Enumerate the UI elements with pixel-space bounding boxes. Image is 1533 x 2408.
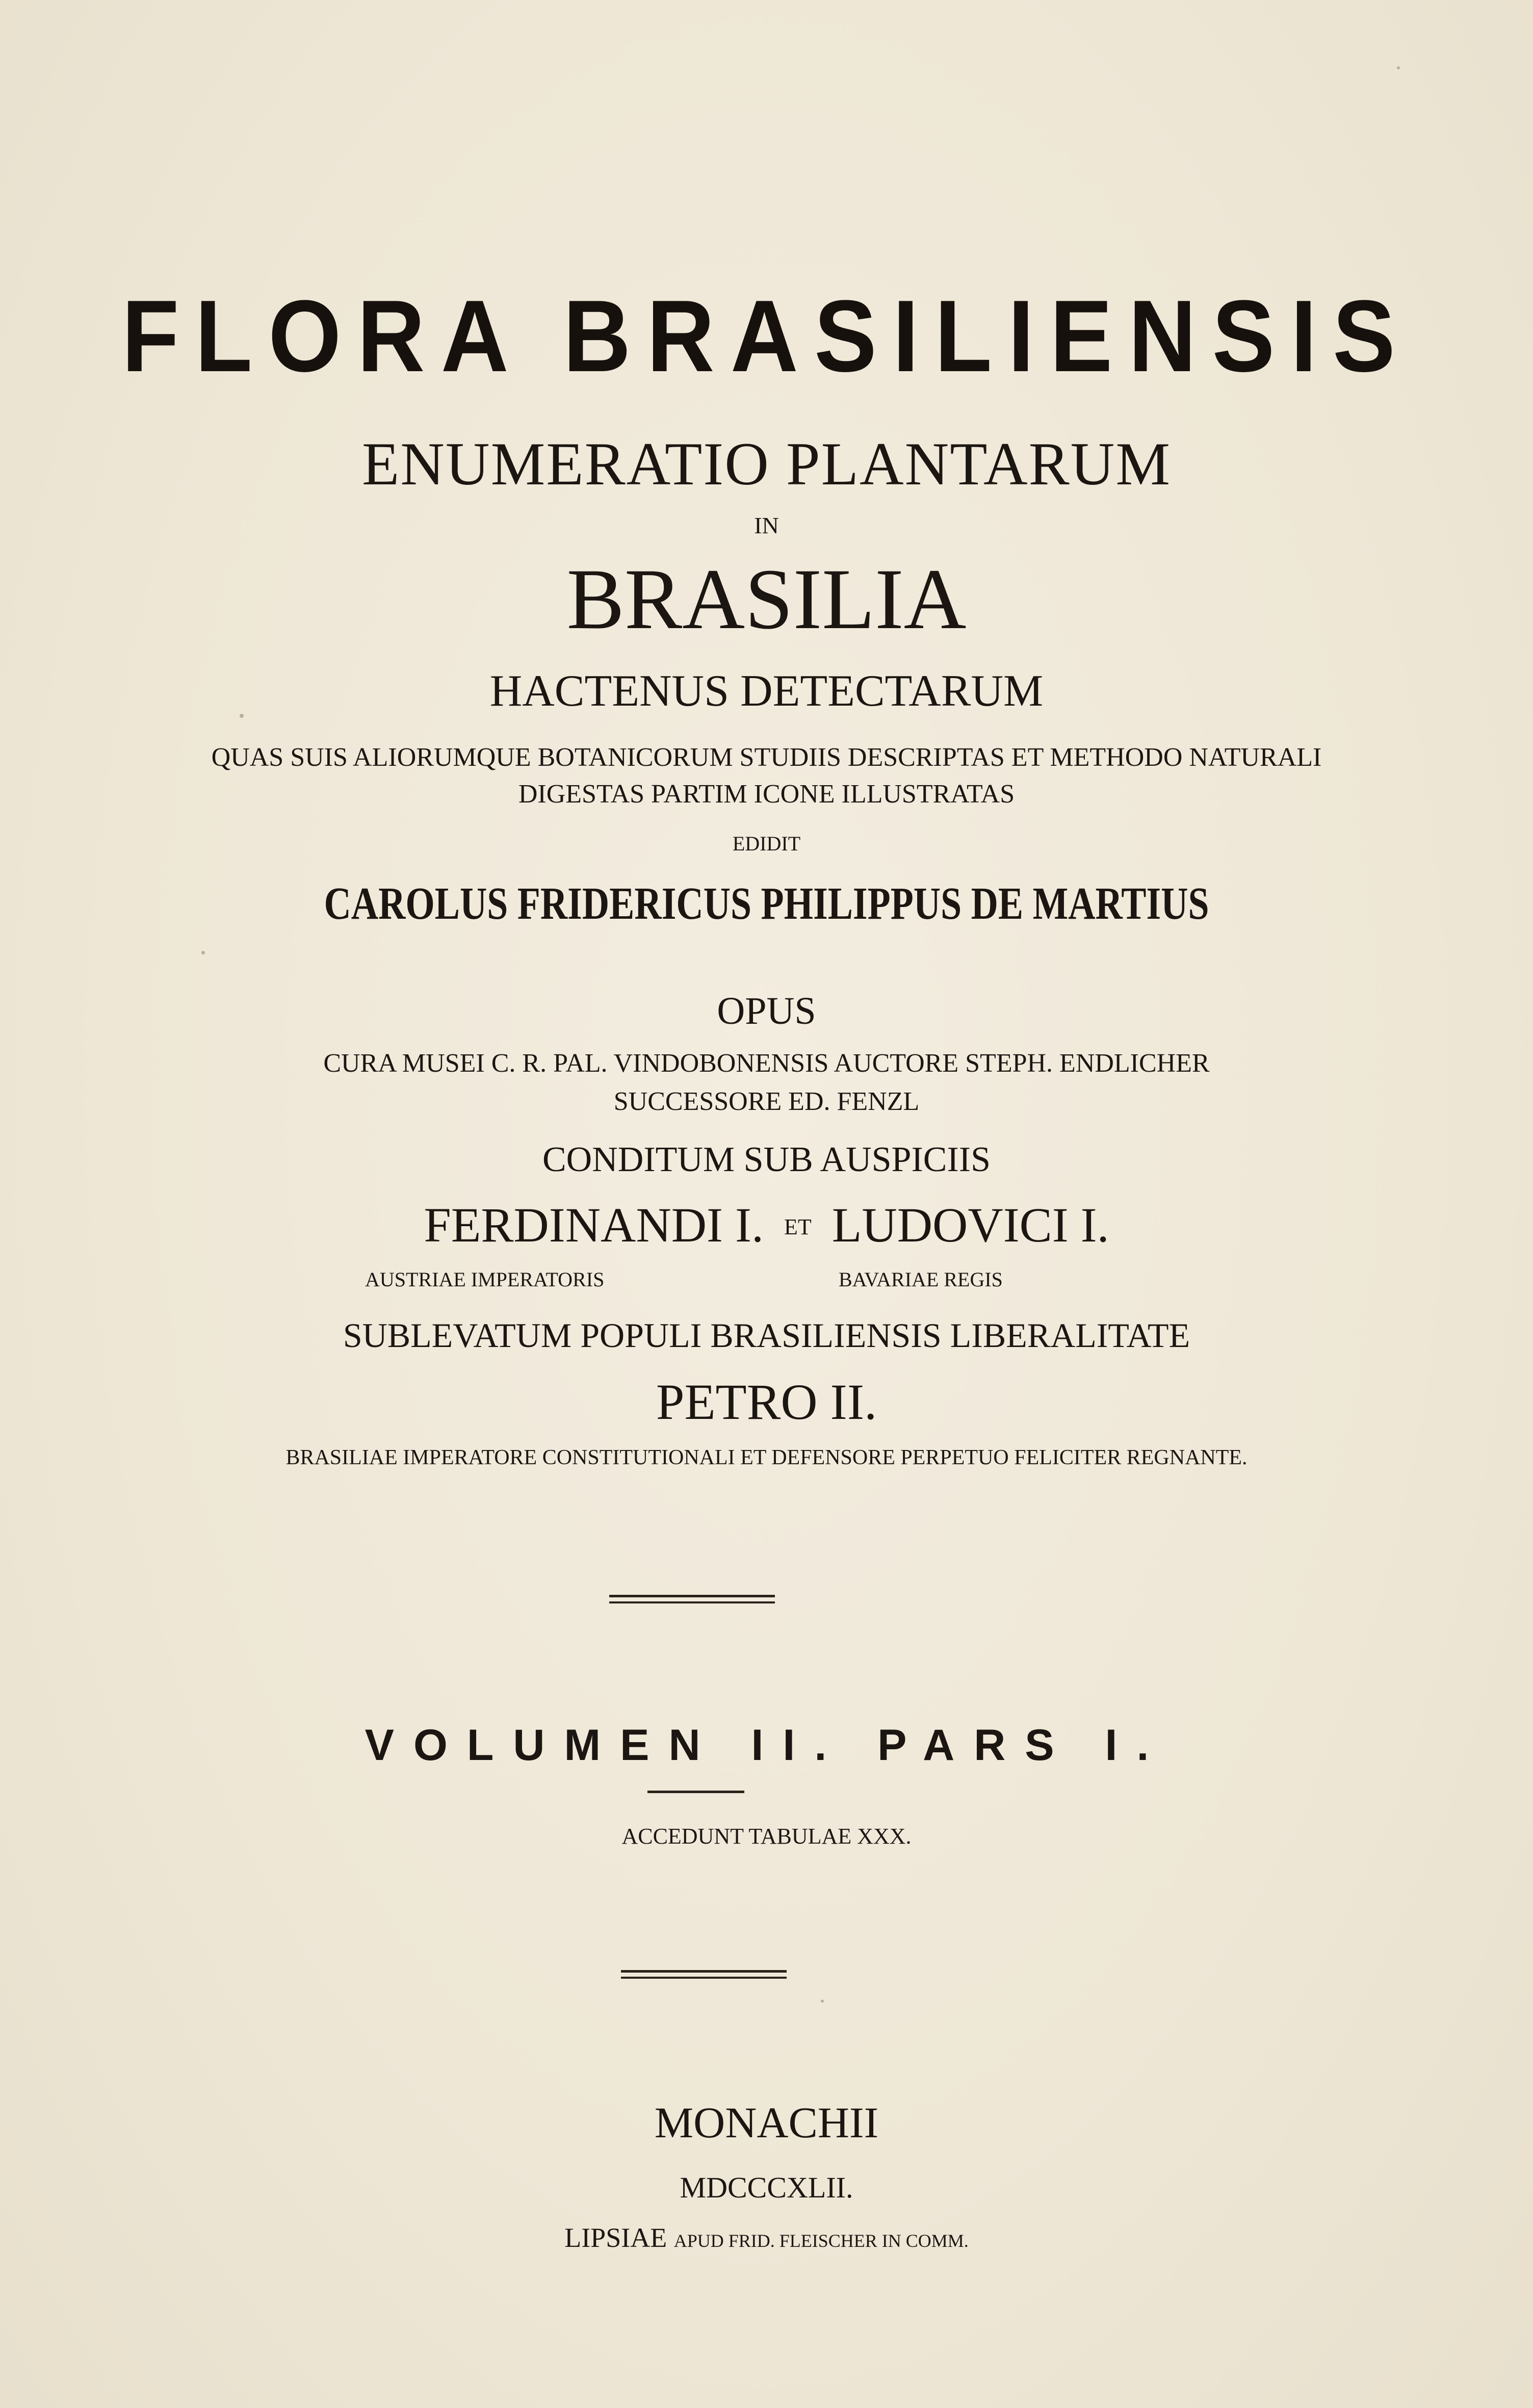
editor-name: CAROLUS FRIDERICUS PHILIPPUS DE MARTIUS	[324, 878, 1209, 929]
rulers-row	[0, 1198, 1533, 1252]
ruler-ferdinand: FERDINANDI I.	[424, 1198, 764, 1252]
conditum-line: CONDITUM SUB AUSPICIIS	[542, 1140, 991, 1179]
plates-note: ACCEDUNT TABULAE XXX.	[621, 1824, 912, 1849]
lipsiae-label: LIPSIAE	[564, 2222, 667, 2253]
volume-heading: VOLUMEN II. PARS I.	[365, 1721, 1168, 1770]
ruler-ludovic: LUDOVICI I.	[832, 1198, 1109, 1252]
sublevatum-line: SUBLEVATUM POPULI BRASILIENSIS LIBERALITATE	[343, 1316, 1190, 1355]
ruler2-title: BAVARIAE REGIS	[839, 1268, 1003, 1291]
main-title: FLORA BRASILIENSIS	[121, 279, 1412, 393]
paper-speck	[240, 714, 244, 718]
cura-line-1: CURA MUSEI C. R. PAL. VINDOBONENSIS AUCTORE STEPH. ENDLICHER	[323, 1049, 1210, 1078]
ruler1-title: AUSTRIAE IMPERATORIS	[365, 1268, 605, 1291]
hactenus-line: HACTENUS DETECTARUM	[489, 666, 1044, 716]
rule-divider	[647, 1791, 744, 1793]
double-rule-divider	[609, 1595, 775, 1597]
imprint-year: MDCCCXLII.	[680, 2171, 853, 2204]
edidit-label: EDIDIT	[732, 832, 801, 855]
cura-line-2: SUCCESSORE ED. FENZL	[613, 1087, 920, 1116]
paper-speck	[201, 951, 205, 954]
subtitle: ENUMERATIO PLANTARUM	[361, 430, 1172, 498]
patron-name: PETRO II.	[656, 1374, 877, 1430]
et-conjunction: ET	[784, 1214, 812, 1239]
opus-label: OPUS	[717, 990, 816, 1032]
imprint-publisher-line	[0, 2224, 1533, 2251]
paper-speck	[821, 2000, 824, 2003]
double-rule-divider-bottom	[621, 1970, 787, 1973]
preposition: IN	[754, 512, 779, 538]
imprint-place: MONACHII	[654, 2098, 879, 2147]
paper-speck	[1397, 66, 1400, 69]
country-heading: BRASILIA	[566, 551, 967, 647]
description-line-1: QUAS SUIS ALIORUMQUE BOTANICORUM STUDIIS DESCRIPTAS ET METHODO NATURALI	[211, 743, 1322, 772]
patron-title: BRASILIAE IMPERATORE CONSTITUTIONALI ET DEFENSORE PERPETUO FELICITER REGNANTE.	[285, 1446, 1248, 1469]
publisher-name: APUD FRID. FLEISCHER IN COMM.	[673, 2231, 969, 2251]
description-line-2: DIGESTAS PARTIM ICONE ILLUSTRATAS	[518, 780, 1015, 809]
